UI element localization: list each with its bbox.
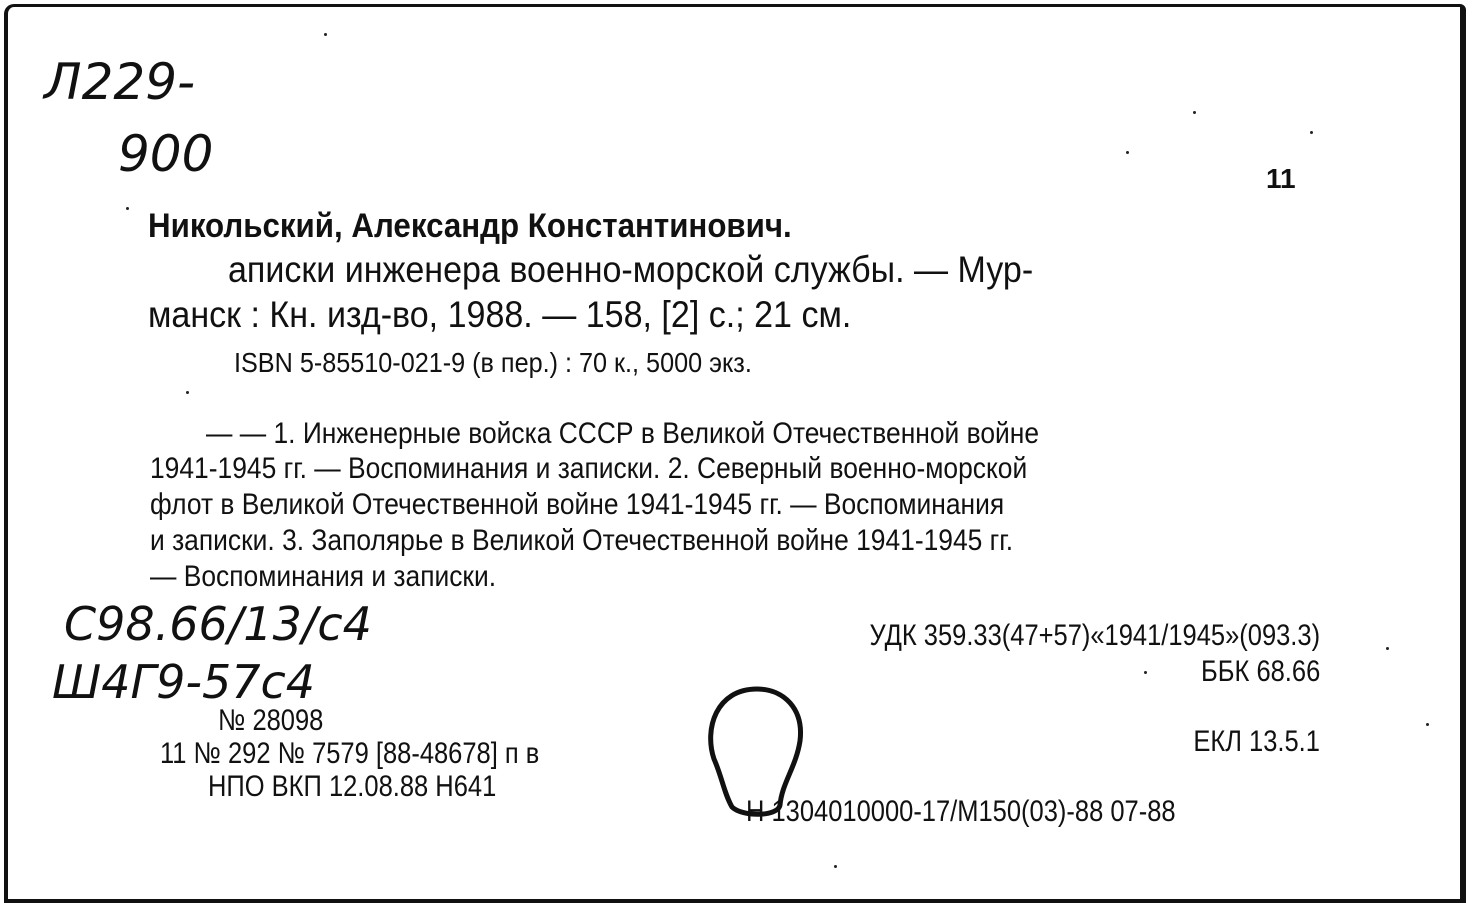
scan-speck [186, 391, 189, 394]
catalog-code: Н 1304010000-17/М150(03)-88 07-88 [746, 795, 1176, 828]
subject-line: и записки. 3. Заполярье в Великой Отечественной войне 1941-1945 гг. [150, 524, 1014, 557]
ekl-code: ЕКЛ 13.5.1 [1193, 725, 1320, 758]
title-line-2: манск : Кн. изд-во, 1988. — 158, [2] с.; 21 см. [148, 294, 852, 335]
handwritten-class-line1: С98.66/13/с4 [64, 597, 372, 651]
scan-speck [1386, 647, 1389, 650]
scan-speck [126, 207, 129, 210]
scan-speck [1193, 111, 1196, 114]
scan-speck [834, 865, 837, 868]
udk-code: УДК 359.33(47+57)«1941/1945»(093.3) [869, 619, 1320, 652]
subject-line: — Воспоминания и записки. [150, 560, 497, 593]
subject-line: 1941-1945 гг. — Воспоминания и записки. 2. Северный военно-морской [150, 452, 1028, 485]
isbn-line: ISBN 5-85510-021-9 (в пер.) : 70 к., 5000 экз. [234, 347, 752, 378]
catalog-card [4, 4, 1466, 903]
scan-speck [1144, 671, 1147, 674]
scan-speck [1126, 151, 1129, 154]
corner-mark: 11 [1266, 163, 1296, 194]
record-number: № 28098 [218, 704, 324, 737]
scan-speck [324, 33, 327, 36]
title-line-1: аписки инженера военно-морской службы. — Мур- [228, 249, 1034, 290]
handwritten-class-line2: Ш4Г9-57с4 [52, 655, 316, 709]
scan-speck [1426, 723, 1429, 726]
print-info-line2: НПО ВКП 12.08.88 Н641 [208, 770, 497, 803]
bbk-code: ББК 68.66 [1200, 655, 1320, 688]
scan-speck [1310, 131, 1313, 134]
handwritten-code-line2: 900 [118, 125, 214, 183]
subject-line: флот в Великой Отечественной войне 1941-1945 гг. — Воспоминания [150, 488, 1005, 521]
subject-line: — — 1. Инженерные войска СССР в Великой Отечественной войне [206, 417, 1040, 450]
handwritten-code-line1: Л229- [44, 53, 196, 111]
author-heading: Никольский, Александр Константинович. [148, 207, 792, 245]
print-info-line1: 11 № 292 № 7579 [88-48678] п в [160, 737, 540, 770]
